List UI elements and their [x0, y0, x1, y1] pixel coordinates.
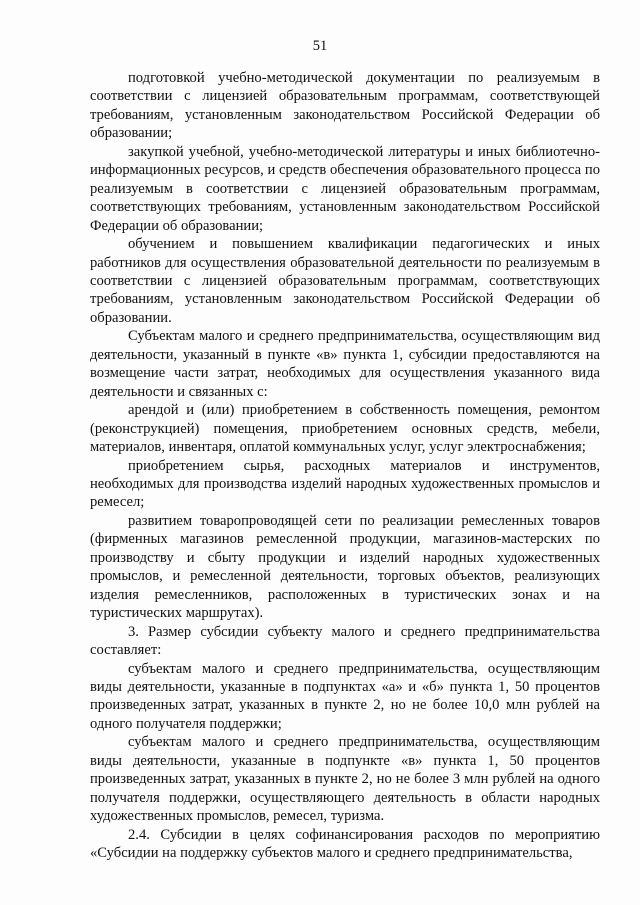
document-body — [90, 69, 600, 862]
paragraph: арендой и (или) приобретением в собственность помещения, ремонтом (реконструкцией) помещения, приобретением основных средств, мебели, материалов, инвентаря, оплатой коммунальных услуг, услуг электроснабжения; — [90, 402, 600, 456]
paragraph: подготовкой учебно-методической документации по реализуемым в соответствии с лицензией образовательным программам, соответствующей требованиям, установленным законодательством Российской Федерации об образовании; — [90, 70, 600, 142]
paragraph: 3. Размер субсидии субъекту малого и среднего предпринимательства составляет: — [90, 623, 600, 659]
paragraph: 2.4. Субсидии в целях софинансирования расходов по мероприятию «Субсидии на поддержку субъектов малого и среднего предпринимательства, — [90, 826, 600, 862]
paragraph: закупкой учебной, учебно-методической литературы и иных библиотечно-информационных ресурсов, и средств обеспечения образовательного процесса по реализуемым в соответствии с лицензией образовательным программам, соответствующих требованиям, установленным законодательством Российской Федерации об образовании; — [90, 143, 600, 234]
paragraph: субъектам малого и среднего предпринимательства, осуществляющим виды деятельности, указанные в подпункте «в» пункта 1, 50 процентов произведенных затрат, указанных в пункте 2, но не более 3 млн рублей на одного получателя поддержки, осуществляющего деятельность в области народных художественных промыслов, ремесел, туризма. — [90, 734, 600, 825]
page-number: 51 — [312, 38, 328, 54]
paragraph: обучением и повышением квалификации педагогических и иных работников для осуществления образовательной деятельности по реализуемым в соответствии с лицензией образовательным программам, соответствующих требованиям, установленным законодательством Российской Федерации об образовании. — [90, 236, 600, 326]
paragraph: субъектам малого и среднего предпринимательства, осуществляющим виды деятельности, указанные в подпунктах «а» и «б» пункта 1, 50 процентов произведенных затрат, указанных в пункте 2, но не более 10,0 млн рублей на одного получателя поддержки; — [90, 660, 600, 732]
paragraph: развитием товаропроводящей сети по реализации ремесленных товаров (фирменных магазинов ремесленной продукции, магазинов-мастерских по производству и сбыту продукции и изделий народных художественных промыслов, и ремесленной деятельности, торговых объектов, реализующих изделия ремесленников, расположенных в туристических зонах и на туристических маршрутах). — [90, 512, 600, 622]
paragraph: приобретением сырья, расходных материалов и инструментов, необходимых для производства изделий народных художественных промыслов и ремесел; — [90, 457, 600, 511]
paragraph: Субъектам малого и среднего предпринимательства, осуществляющим вид деятельности, указанный в пункте «в» пункта 1, субсидии предоставляются на возмещение части затрат, необходимых для осуществления указанного вида деятельности и связанных с: — [90, 328, 600, 400]
